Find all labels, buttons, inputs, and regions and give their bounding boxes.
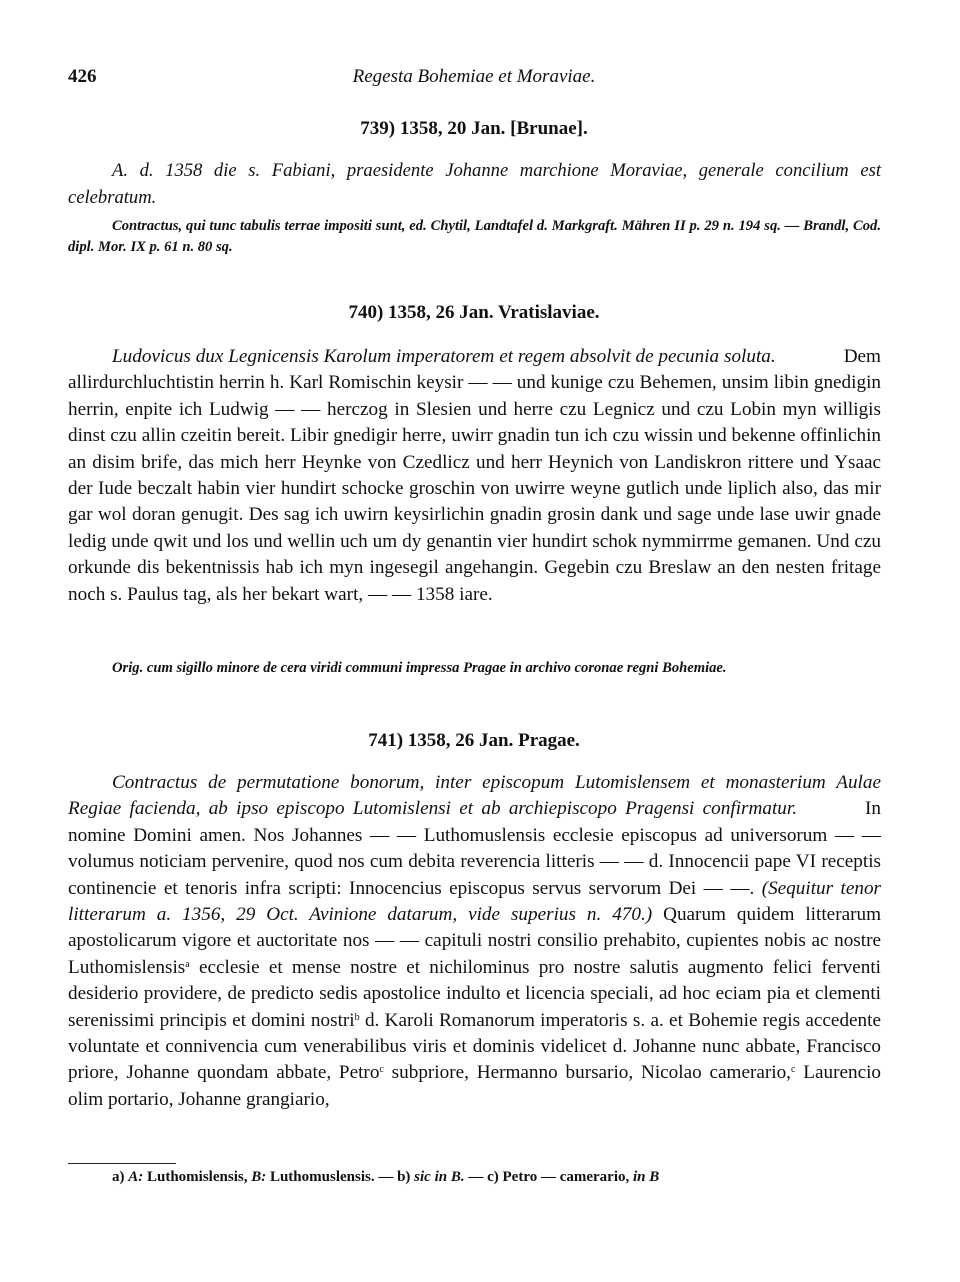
entry-741-heading: 741) 1358, 26 Jan. Pragae. (368, 730, 580, 751)
entry-740-source: Orig. cum sigillo minore de cera viridi communi impressa Pragae in archivo coronae regni Bohemiae. (112, 660, 727, 676)
footnote-a-text: Luthomislensis, (147, 1169, 248, 1185)
footnote-c-mark: c) (487, 1169, 499, 1185)
footnote-mark-c: c (379, 1064, 384, 1076)
footnote-a-siglum: A: (128, 1169, 144, 1185)
footnote-a-text-2: Luthomuslensis. — (269, 1169, 394, 1185)
page-header (68, 66, 880, 90)
footnote-mark-c: c (790, 1064, 796, 1076)
entry-741-text-2: Quarum quidem litterarum apostolicarum vigore et auctoritate nos — — capituli nostri consilio prehabito, cupientes nobis ac nostre Luthomislensis (68, 904, 882, 978)
page-number: 426 (68, 66, 97, 87)
footnote-b-dash: — (468, 1169, 484, 1185)
entry-741-text-5: subpriore, Hermanno bursario, Nicolao camerario, (391, 1062, 791, 1084)
entry-741-body (68, 770, 881, 1113)
entry-739-regest: A. d. 1358 die s. Fabiani, praesidente Johanne marchione Moraviae, generale concilium est celebratum. (68, 160, 881, 208)
footnote-mark-b: b (354, 1011, 360, 1023)
footnote-c-text: Petro — camerario, (502, 1169, 630, 1185)
entry-741-text-3: ecclesie et mense nostre et nichilominus pro nostre salutis augmento felici ferventi desiderio providere, de predicto sedis apostolice indulto et licencia speciali, ad hoc eciam pia et clementi serenissimi principis et domini nostri (68, 956, 882, 1031)
footnote-mark-a: a (185, 958, 190, 970)
entry-741-regest: Contractus de permutatione bonorum, inter episcopum Lutomislensem et monasterium Aulae Regiae facienda, ab ipso episcopo Lutomislensi et ab archiepiscopo Pragensi confirmatur. (68, 772, 881, 820)
entry-740-text: Dem allirdurchluchtistin herrin h. Karl Romischin keysir — — und kunige czu Behemen, unsim libin gnedigin herrin, enpite ich Ludwig — — herczog in Slesien und herre czu Legnicz und czu Lobin myn willigis dinst czu allin czeitin bereit. Libir gnedigir herre, uwirr gnadin tun ich czu wissin und bekenne offinlichin an disim brife, das mich herr Heynke von Czedlicz und herr Heynich von Landiskron rittere und Ysaac der Iude beczalt habin vier hundirt schocke groschin von uwirre weyne gutlich unde liplich also, das mir gar wol doran genugit. Des sag ich uwirn keysirlichin gnadin grosin dank und sage unde lase uwir gnade ledig unde qwit und los und wellin uch um dy genantin vier hundirt schok nymmirrme gemanen. Und czu orkunde dis bekentnissis hab ich myn ingesegil angehangin. Gegebin czu Breslaw an den nesten fritage noch s. Paulus tag, als her bekart wart, — — 1358 iare. (68, 346, 881, 605)
entry-741-text-4: d. Karoli Romanorum imperatoris s. a. et Bohemie regis accedente voluntate et connivencia cum venerabilibus viris et dominis videlicet d. Johanne nunc abbate, Francisco priore, Johanne quondam abbate, Petro (68, 1009, 882, 1084)
entry-739-source: Contractus, qui tunc tabulis terrae impositi sunt, ed. Chytil, Landtafel d. Markgraft. Mähren II p. 29 n. 194 sq. — Brandl, Cod. dipl. Mor. IX p. 61 n. 80 sq. (68, 218, 881, 255)
footnote-b-mark: b) (397, 1169, 411, 1185)
entry-741-editorial-note: (Sequitur tenor litterarum a. 1356, 29 Oct. Avinione datarum, vide superius n. 470.) (68, 877, 882, 926)
footnote-rule (68, 1163, 176, 1164)
entry-739-heading: 739) 1358, 20 Jan. [Brunae]. (360, 118, 588, 139)
footnotes (112, 1167, 882, 1187)
footnote-a-siglum-2: B: (251, 1169, 267, 1185)
entry-740-body (68, 344, 881, 608)
running-title: Regesta Bohemiae et Moraviae. (352, 66, 596, 87)
entry-741-text-6: Laurencio olim portario, Johanne grangiario, (68, 1062, 882, 1110)
footnote-a-mark: a) (112, 1169, 125, 1185)
footnote-c-tail: in B (633, 1169, 660, 1185)
entry-741-text-1: In nomine Domini amen. Nos Johannes — — Luthomuslensis ecclesie episcopus ad universorum — — volumus noticiam pervenire, quod nos cum debita reverencia litteris — — d. Innocencii pape VI receptis continencie et tenoris infra scripti: Innocencius episcopus servus servorum Dei — —. (68, 798, 881, 899)
footnote-b-text: sic in B. (414, 1169, 465, 1185)
entry-740-heading: 740) 1358, 26 Jan. Vratislaviae. (348, 302, 600, 323)
entry-740-regest: Ludovicus dux Legnicensis Karolum imperatorem et regem absolvit de pecunia soluta. (112, 346, 776, 367)
